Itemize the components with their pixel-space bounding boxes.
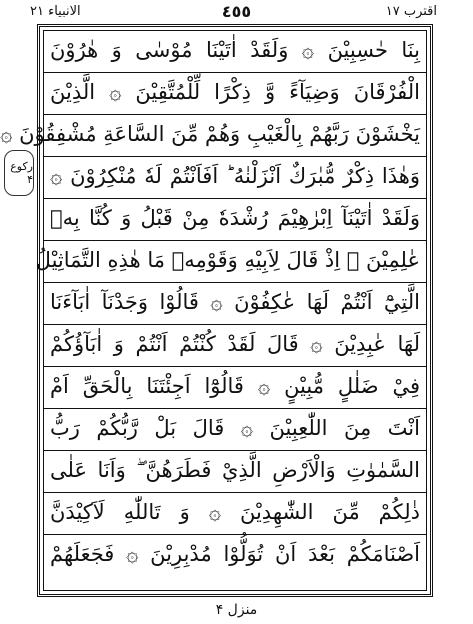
page-number: ٤٥٥ <box>221 2 252 21</box>
text-line <box>44 367 426 409</box>
text-line <box>44 31 426 73</box>
line-text: اَصْنَامَكُمْ بَعْدَ اَنْ تُوَلُّوْا مُدْبِرِيْنَ ۞ فَجَعَلَهُمْ <box>50 542 420 566</box>
text-line <box>44 451 426 493</box>
text-line <box>44 409 426 451</box>
line-text: اَنْتَ مِنَ اللّٰعِبِيْنَ ۞ قَالَ بَلْ رَّبُّكُمْ رَبُّ <box>50 416 420 440</box>
text-line <box>44 283 426 325</box>
text-line <box>44 73 426 115</box>
line-text: بِنَا حٰسِبِيْنَ ۞ وَلَقَدْ اٰتَيْنَا مُوْسٰى وَ هٰرُوْنَ <box>50 38 420 62</box>
line-text: الْفُرْقَانَ وَضِيَآءً وَّ ذِكْرًا لِّلْمُتَّقِيْنَ ۞ الَّذِيْنَ <box>50 80 420 104</box>
page-header <box>0 2 473 24</box>
line-text: الَّتِيْٓ اَنْتُمْ لَهَا عٰكِفُوْنَ ۞ قَالُوْا وَجَدْنَآ اٰبَآءَنَا <box>50 290 420 314</box>
line-text: عٰلِمِيْنَ ۞ اِذْ قَالَ لِاَبِيْهِ وَقَوْمِهٖ مَا هٰذِهِ التَّمَاثِيْلُ <box>35 248 420 272</box>
text-line <box>35 241 426 283</box>
surah-name: الانبياء ٢١ <box>30 4 81 19</box>
line-text: وَلَقَدْ اٰتَيْنَآ اِبْرٰهِيْمَ رُشْدَهٗ مِنْ قَبْلُ وَ كُنَّا بِهٖ <box>50 206 420 230</box>
text-line <box>44 325 426 367</box>
text-line <box>0 115 426 157</box>
text-line <box>44 199 426 241</box>
line-text: لَهَا عٰبِدِيْنَ ۞ قَالَ لَقَدْ كُنْتُمْ اَنْتُمْ وَ اٰبَآؤُكُمْ <box>50 332 420 356</box>
ruku-marker: رکوع ۴ <box>4 150 34 196</box>
line-text: ذٰلِكُمْ مِّنَ الشّٰهِدِيْنَ ۞ وَ تَاللّٰهِ لَاَكِيْدَنَّ <box>50 500 420 524</box>
line-text: يَخْشَوْنَ رَبَّهُمْ بِالْغَيْبِ وَهُمْ مِّنَ السَّاعَةِ مُشْفِقُوْنَ ۞ <box>0 122 420 146</box>
line-text: السَّمٰوٰتِ وَالْاَرْضِ الَّذِيْ فَطَرَهُنَّ ۖ وَاَنَا عَلٰى <box>50 458 420 482</box>
juz-name: اقترب ١٧ <box>385 4 437 19</box>
text-line <box>44 157 426 199</box>
line-text: وَهٰذَا ذِكْرٌ مُّبٰرَكٌ اَنْزَلْنٰهُ ؕ اَفَاَنْتُمْ لَهٗ مُنْكِرُوْنَ ۞ <box>50 164 420 188</box>
line-text: فِيْ ضَلٰلٍ مُّبِيْنٍ ۞ قَالُوْٓا اَجِئْتَنَا بِالْحَقِّ اَمْ <box>50 374 420 398</box>
manzil-label: منزل ۴ <box>215 602 258 618</box>
text-line <box>44 493 426 535</box>
text-line <box>44 535 426 577</box>
